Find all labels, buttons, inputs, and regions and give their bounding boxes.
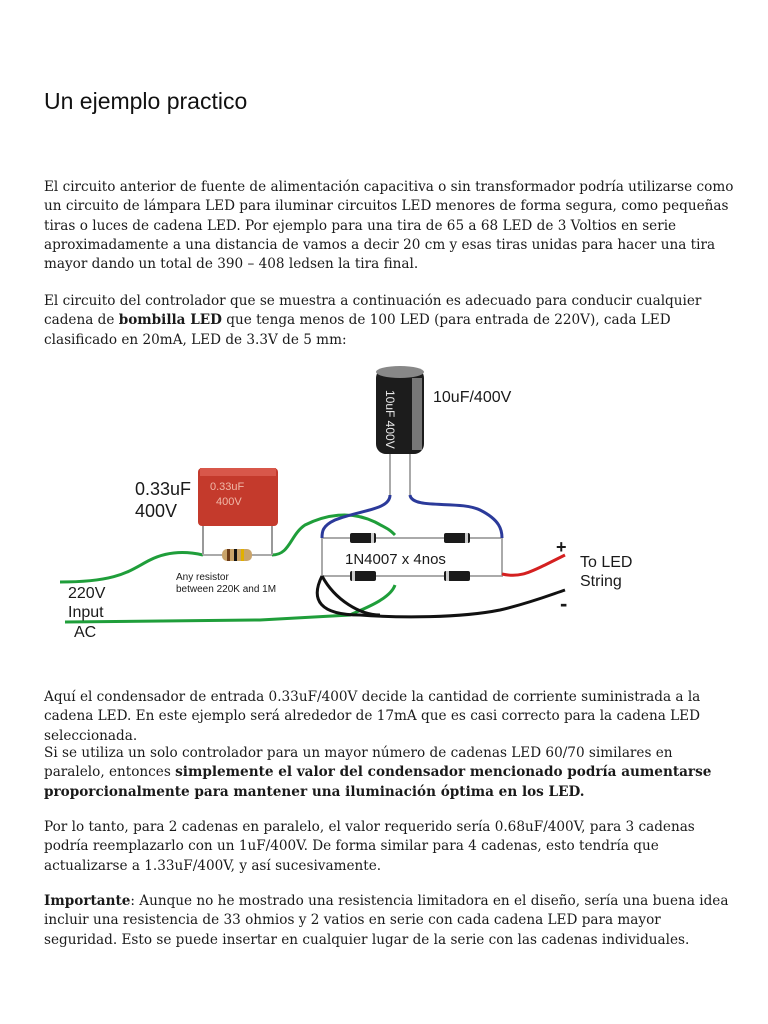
electrolytic-label: 10uF/400V bbox=[433, 389, 512, 406]
film-capacitor-top bbox=[200, 468, 276, 476]
input-label-1: 220V bbox=[68, 585, 106, 602]
film-cap-print-2: 400V bbox=[216, 496, 242, 508]
plus-sign: + bbox=[556, 537, 567, 557]
paragraph-parallel bbox=[44, 744, 734, 802]
diode-3-band bbox=[352, 571, 355, 581]
minus-sign: - bbox=[560, 591, 568, 616]
paragraph-important-bold: Importante bbox=[44, 893, 131, 909]
paragraph-intro: El circuito anterior de fuente de alimentación capacitiva o sin transformador podría utilizarse como un circuito de lámpara LED para iluminar circuitos LED menores de forma segura, como pequeñas tiras o luces de cadena LED. Por ejemplo para una tira de 65 a 68 LED de 3 Voltios en serie aproximadamente a una distancia de vamos a decir 20 cm y esas tiras unidas para hacer una tira mayor dando un total de 390 – 408 ledsen la tira final. bbox=[44, 179, 734, 273]
page-title: Un ejemplo practico bbox=[44, 88, 248, 114]
film-cap-label-1: 0.33uF bbox=[135, 479, 192, 499]
paragraph-important bbox=[44, 892, 734, 950]
paragraph-values: Por lo tanto, para 2 cadenas en paralelo, el valor requerido sería 0.68uF/400V, para 3 cadenas podría reemplazarlo con un 1uF/400V. De forma similar para 4 cadenas, esto tendría que actualizarse a 1.33uF/400V, y así sucesivamente. bbox=[44, 819, 695, 874]
blue-wire-right bbox=[410, 495, 502, 538]
electrolytic-print: 10uF 400V bbox=[383, 390, 397, 449]
output-label-1: To LED bbox=[580, 554, 633, 571]
resistor-note-2: between 220K and 1M bbox=[176, 584, 277, 595]
red-wire-positive bbox=[502, 555, 565, 575]
resistor-band-3 bbox=[241, 549, 244, 561]
diode-2-band bbox=[465, 533, 468, 543]
diode-1-band bbox=[371, 533, 374, 543]
paragraph-important-text: : Aunque no he mostrado una resistencia limitadora en el diseño, sería una buena idea incluir una resistencia de 33 ohmios y 2 vatios en serie con cada cadena LED para mayor seguridad. Esto se puede insertar en cualquier lugar de la serie con las cadenas individuales. bbox=[44, 893, 729, 948]
black-wire-negative bbox=[317, 576, 568, 617]
electrolytic-top bbox=[376, 366, 424, 378]
output-label-2: String bbox=[580, 573, 622, 590]
electrolytic-stripe bbox=[412, 378, 422, 450]
input-label-3: AC bbox=[74, 624, 97, 641]
resistor-note-1: Any resistor bbox=[176, 572, 229, 583]
resistor-band-2 bbox=[234, 549, 237, 561]
paragraph-parallel-bold: simplemente el valor del condensador mencionado podría aumentarse proporcionalmente para mantener una iluminación óptima en los LED. bbox=[44, 764, 712, 800]
resistor-band-1 bbox=[227, 549, 230, 561]
paragraph-driver-bold: bombilla LED bbox=[118, 312, 222, 329]
paragraph-driver-text-c: que tenga menos de 100 LED (para entrada de 220V), cada LED clasificado en 20mA, LED de 3.3V de 5 mm: bbox=[44, 312, 671, 348]
film-cap-print-1: 0.33uF bbox=[210, 481, 245, 493]
paragraph-parallel-text-a: Si se utiliza un solo controlador para un mayor número de cadenas LED 60/70 similares en paralelo, entonces bbox=[44, 745, 673, 781]
diode-4-band bbox=[446, 571, 449, 581]
paragraph-capacitor: Aquí el condensador de entrada 0.33uF/400V decide la cantidad de corriente suministrada a la cadena LED. En este ejemplo será alrededor de 17mA que es casi correcto para la cadena LED seleccionada. bbox=[44, 689, 701, 744]
paragraph-driver-text-a: El circuito del controlador que se muestra a continuación es adecuado para conducir cualquier cadena de bbox=[44, 293, 702, 329]
input-label-2: Input bbox=[68, 604, 104, 621]
film-cap-label-2: 400V bbox=[135, 501, 178, 521]
bridge-label: 1N4007 x 4nos bbox=[345, 551, 446, 568]
circuit-diagram bbox=[60, 360, 640, 670]
paragraph-driver bbox=[44, 292, 734, 350]
